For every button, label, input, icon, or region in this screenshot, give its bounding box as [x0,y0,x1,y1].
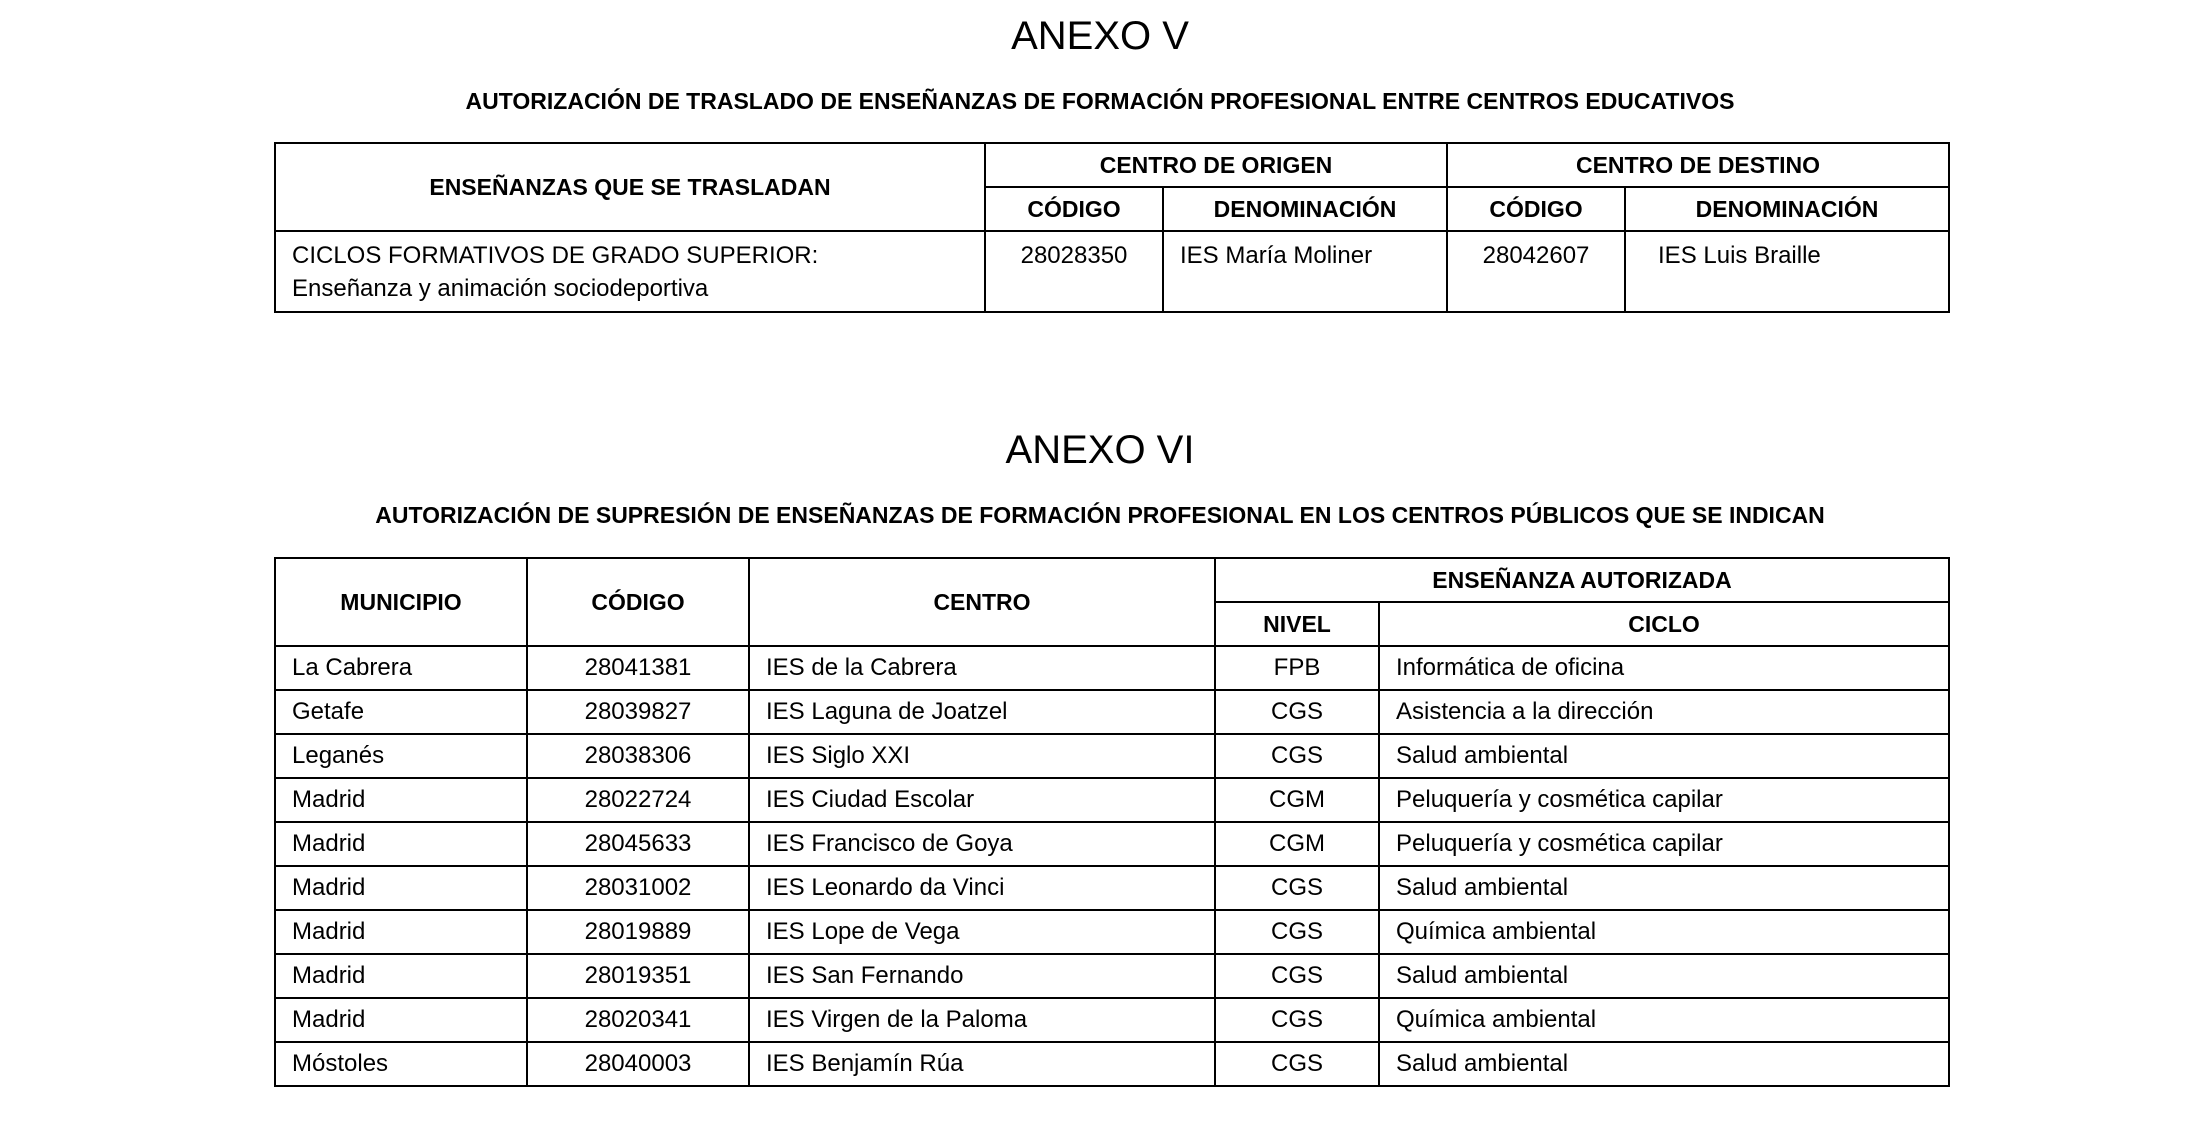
table-row [275,646,1949,690]
cell-centro: IES Leonardo da Vinci [749,866,1215,910]
header-ciclo: CICLO [1379,602,1949,646]
cell-municipio: La Cabrera [275,646,527,690]
cell-municipio: Móstoles [275,1042,527,1086]
cell-ciclo: Química ambiental [1379,998,1949,1042]
table-row [275,954,1949,998]
anexo-vi-title: ANEXO VI [1005,428,1195,472]
table-row [275,822,1949,866]
ensenanza-line-2: Enseñanza y animación sociodeportiva [292,275,709,302]
cell-destino-denominacion: IES Luis Braille [1625,231,1949,312]
header-ensenanza-autorizada: ENSEÑANZA AUTORIZADA [1215,558,1949,602]
cell-origen-denominacion: IES María Moliner [1163,231,1447,312]
cell-nivel: FPB [1215,646,1379,690]
cell-ciclo: Salud ambiental [1379,1042,1949,1086]
supresion-table [274,557,1950,1087]
header-origen-codigo: CÓDIGO [985,187,1163,231]
cell-nivel: CGS [1215,690,1379,734]
table-row [275,1042,1949,1086]
cell-codigo: 28039827 [527,690,749,734]
cell-ciclo: Salud ambiental [1379,954,1949,998]
cell-nivel: CGS [1215,1042,1379,1086]
header-nivel: NIVEL [1215,602,1379,646]
cell-centro: IES San Fernando [749,954,1215,998]
cell-ciclo: Asistencia a la dirección [1379,690,1949,734]
header-centro-destino: CENTRO DE DESTINO [1447,143,1949,187]
header-municipio: MUNICIPIO [275,558,527,646]
cell-ciclo: Salud ambiental [1379,866,1949,910]
cell-origen-codigo: 28028350 [985,231,1163,312]
header-destino-denominacion: DENOMINACIÓN [1625,187,1949,231]
cell-codigo: 28045633 [527,822,749,866]
cell-ciclo: Química ambiental [1379,910,1949,954]
cell-ensenanza [275,231,985,312]
header-centro: CENTRO [749,558,1215,646]
cell-codigo: 28020341 [527,998,749,1042]
cell-nivel: CGS [1215,866,1379,910]
table-row [275,866,1949,910]
cell-ciclo: Peluquería y cosmética capilar [1379,822,1949,866]
cell-nivel: CGS [1215,954,1379,998]
table-row [275,778,1949,822]
header-ensenanzas: ENSEÑANZAS QUE SE TRASLADAN [275,143,985,231]
table-row [275,998,1949,1042]
anexo-vi-subtitle: AUTORIZACIÓN DE SUPRESIÓN DE ENSEÑANZAS DE FORMACIÓN PROFESIONAL EN LOS CENTROS PÚBLICOS QUE SE INDICAN [375,502,1825,528]
header-centro-origen: CENTRO DE ORIGEN [985,143,1447,187]
cell-municipio: Madrid [275,998,527,1042]
cell-municipio: Leganés [275,734,527,778]
cell-municipio: Madrid [275,910,527,954]
cell-nivel: CGM [1215,778,1379,822]
table-row [275,910,1949,954]
header-origen-denominacion: DENOMINACIÓN [1163,187,1447,231]
cell-centro: IES Virgen de la Paloma [749,998,1215,1042]
cell-nivel: CGS [1215,998,1379,1042]
cell-centro: IES Francisco de Goya [749,822,1215,866]
traslado-table [274,142,1950,313]
cell-municipio: Madrid [275,822,527,866]
cell-codigo: 28019351 [527,954,749,998]
cell-nivel: CGM [1215,822,1379,866]
cell-codigo: 28022724 [527,778,749,822]
ensenanza-line-1: CICLOS FORMATIVOS DE GRADO SUPERIOR: [292,242,819,269]
cell-destino-codigo: 28042607 [1447,231,1625,312]
cell-codigo: 28019889 [527,910,749,954]
table-row [275,690,1949,734]
cell-municipio: Madrid [275,778,527,822]
cell-centro: IES Laguna de Joatzel [749,690,1215,734]
cell-centro: IES Benjamín Rúa [749,1042,1215,1086]
cell-ciclo: Salud ambiental [1379,734,1949,778]
cell-nivel: CGS [1215,734,1379,778]
header-codigo: CÓDIGO [527,558,749,646]
cell-centro: IES Lope de Vega [749,910,1215,954]
cell-centro: IES de la Cabrera [749,646,1215,690]
cell-nivel: CGS [1215,910,1379,954]
cell-centro: IES Ciudad Escolar [749,778,1215,822]
cell-codigo: 28038306 [527,734,749,778]
cell-codigo: 28041381 [527,646,749,690]
anexo-v-title: ANEXO V [1011,14,1189,58]
header-destino-codigo: CÓDIGO [1447,187,1625,231]
cell-codigo: 28031002 [527,866,749,910]
cell-ciclo: Peluquería y cosmética capilar [1379,778,1949,822]
cell-centro: IES Siglo XXI [749,734,1215,778]
cell-municipio: Madrid [275,866,527,910]
cell-codigo: 28040003 [527,1042,749,1086]
table-row [275,231,1949,312]
cell-municipio: Getafe [275,690,527,734]
anexo-v-subtitle: AUTORIZACIÓN DE TRASLADO DE ENSEÑANZAS DE FORMACIÓN PROFESIONAL ENTRE CENTROS EDUCATIVOS [465,88,1735,114]
cell-municipio: Madrid [275,954,527,998]
cell-ciclo: Informática de oficina [1379,646,1949,690]
table-row [275,734,1949,778]
